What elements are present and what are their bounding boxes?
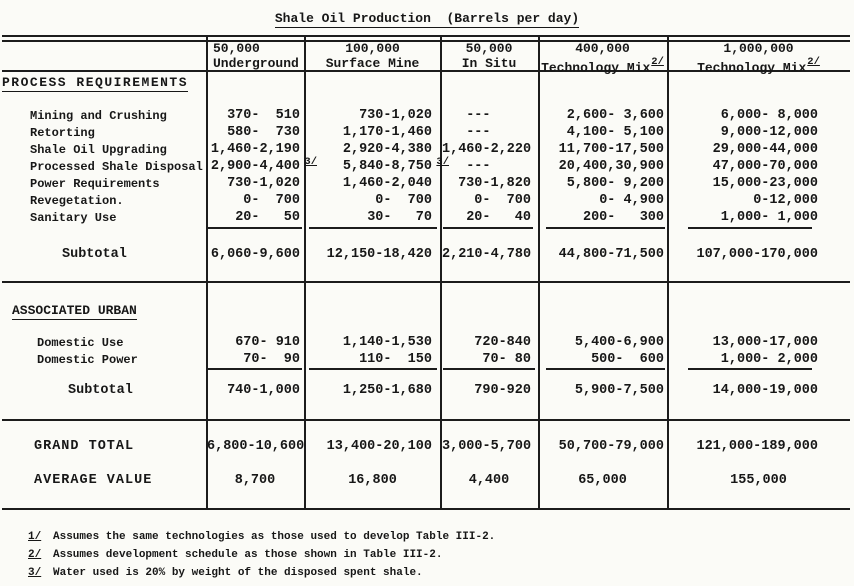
cell-value: 1,000- 2,000 — [720, 352, 818, 367]
cell-value: 0- 700 — [375, 193, 432, 208]
cell-value: 4,400 — [468, 473, 510, 488]
table-border-section-2 — [2, 419, 850, 421]
cell-value: 15,000-23,000 — [712, 176, 818, 191]
cell-value: 2,900-4,400 3/ — [210, 156, 317, 174]
table-row-power — [0, 177, 854, 194]
cell-value: 8,700 — [234, 473, 276, 488]
cell-value: 20- 50 — [235, 210, 300, 225]
footnote-ref-3: 3/ — [304, 156, 317, 168]
row-label: AVERAGE VALUE — [34, 473, 153, 488]
cell-value: 6,000- 8,000 — [720, 108, 818, 123]
column-header-capacity: 400,000 — [575, 41, 630, 56]
cell-value: 70- 80 — [482, 352, 531, 367]
footnote-text: Water used is 20% by weight of the disposed spent shale. — [53, 567, 423, 579]
cell-value: 730-1,020 — [359, 108, 432, 123]
sum-rule — [309, 227, 437, 229]
table-border-section-1 — [2, 281, 850, 283]
cell-value: 121,000-189,000 — [696, 439, 818, 454]
page-title-text: Shale Oil Production (Barrels per day) — [274, 11, 580, 26]
cell-value: 11,700-17,500 — [558, 142, 664, 157]
cell-value: 30- 70 — [367, 210, 432, 225]
cell-value: 790-920 — [474, 383, 531, 398]
table-row-revegetation — [0, 194, 854, 211]
footnote-text: Assumes the same technologies as those used to develop Table III-2. — [53, 531, 496, 543]
cell-value: 70- 90 — [243, 352, 300, 367]
footnote — [0, 549, 854, 565]
row-label: Domestic Use — [37, 336, 124, 350]
cell-value: 2,920-4,380 — [342, 142, 432, 157]
footnote-ref-2: 2/ — [651, 56, 664, 68]
row-label: Sanitary Use — [30, 211, 117, 225]
subtotal-row-urban — [0, 384, 854, 401]
footnote-marker: 2/ — [28, 549, 42, 561]
cell-value: 200- 300 — [582, 210, 664, 225]
column-header-method: Underground — [213, 56, 299, 71]
cell-value: 29,000-44,000 — [712, 142, 818, 157]
sum-rule — [688, 368, 812, 370]
cell-value: 670- 910 — [235, 335, 300, 350]
cell-value: 740-1,000 — [227, 383, 300, 398]
cell-value: 16,800 — [348, 473, 397, 488]
cell-value: 730-1,020 — [227, 176, 300, 191]
cell-value: 44,800-71,500 — [558, 247, 664, 262]
column-header-capacity: 50,000 — [465, 41, 513, 56]
table-row-mining — [0, 109, 854, 126]
cell-value: 20- 40 — [466, 210, 531, 225]
column-header-capacity: 1,000,000 — [723, 41, 794, 56]
sum-rule — [208, 227, 302, 229]
cell-value: 1,140-1,530 — [342, 335, 432, 350]
cell-value: 1,250-1,680 — [342, 383, 432, 398]
row-label: Mining and Crushing — [30, 109, 167, 123]
cell-value: 107,000-170,000 — [696, 247, 818, 262]
table-row-domestic-use — [0, 336, 854, 353]
footnote — [0, 567, 854, 583]
cell-value: --- — [466, 125, 531, 140]
sum-rule — [688, 227, 812, 229]
row-label: Retorting — [30, 126, 95, 140]
cell-value: 1,460-2,190 — [210, 142, 300, 157]
sum-rule — [443, 227, 533, 229]
cell-value: 500- 600 — [591, 352, 664, 367]
row-label: Shale Oil Upgrading — [30, 143, 167, 157]
cell-value: 155,000 — [730, 473, 787, 488]
row-label: Processed Shale Disposal — [30, 160, 203, 174]
cell-value: 730-1,820 — [458, 176, 531, 191]
row-label: GRAND TOTAL — [34, 439, 135, 454]
table-border-bottom — [2, 508, 850, 510]
cell-value: 9,000-12,000 — [720, 125, 818, 140]
cell-value: 20,400,30,900 — [558, 159, 664, 174]
table-row-upgrading — [0, 143, 854, 160]
average-value-row — [0, 474, 854, 491]
footnote-ref-2: 2/ — [807, 56, 820, 68]
row-label: Domestic Power — [37, 353, 138, 367]
cell-value: 6,060-9,600 — [210, 247, 300, 262]
row-label: Power Requirements — [30, 177, 160, 191]
cell-value: --- — [466, 108, 531, 123]
cell-value: 1,460-2,040 — [342, 176, 432, 191]
cell-value: 13,400-20,100 — [326, 439, 432, 454]
sum-rule — [208, 368, 302, 370]
cell-value: 5,800- 9,200 — [566, 176, 664, 191]
column-header-capacity: 100,000 — [345, 41, 400, 56]
cell-value: 110- 150 — [359, 352, 432, 367]
column-header-method: Technology Mix$^{2/}$ — [541, 56, 664, 76]
cell-value: 1,000- 1,000 — [720, 210, 818, 225]
table-row-retorting — [0, 126, 854, 143]
section-heading-urban: ASSOCIATED URBAN — [12, 303, 137, 318]
cell-value: 5,840-8,750 3/ — [342, 156, 449, 174]
sum-rule — [309, 368, 437, 370]
column-header-method: Surface Mine — [325, 56, 420, 71]
table-column-divider-2 — [304, 36, 306, 510]
grand-total-row — [0, 440, 854, 457]
table-column-divider-4 — [538, 36, 540, 510]
cell-value: 0- 4,900 — [599, 193, 664, 208]
footnote-marker: 3/ — [28, 567, 42, 579]
cell-value: 6,800-10,600 — [207, 439, 305, 454]
column-header-method: Technology Mix$^{2/}$ — [697, 56, 820, 76]
cell-value: 12,150-18,420 — [326, 247, 432, 262]
cell-value: 0- 700 — [474, 193, 531, 208]
cell-value: 3,000-5,700 — [442, 439, 532, 454]
table-column-divider-5 — [667, 36, 669, 510]
row-label: Subtotal — [62, 247, 127, 262]
footnote — [0, 531, 854, 547]
cell-value: 65,000 — [578, 473, 627, 488]
cell-value: 720-840 — [474, 335, 531, 350]
cell-value: 13,000-17,000 — [712, 335, 818, 350]
cell-value: --- — [466, 159, 531, 174]
column-header-method-row — [0, 57, 854, 74]
column-header-capacity: 50,000 — [213, 41, 260, 56]
sum-rule — [546, 227, 665, 229]
cell-value: 5,400-6,900 — [574, 335, 664, 350]
row-label: Revegetation. — [30, 194, 124, 208]
cell-value: 370- 510 — [227, 108, 300, 123]
footnote-ref-3: 3/ — [436, 156, 449, 168]
column-header-method: In Situ — [461, 56, 517, 71]
cell-value: 4,100- 5,100 — [566, 125, 664, 140]
row-label: Subtotal — [68, 383, 133, 398]
cell-value: 47,000-70,000 — [712, 159, 818, 174]
section-heading-process: PROCESS REQUIREMENTS — [2, 75, 189, 90]
cell-value: 50,700-79,000 — [558, 439, 664, 454]
cell-value: 5,900-7,500 — [574, 383, 664, 398]
cell-value: 2,600- 3,600 — [566, 108, 664, 123]
footnote-marker: 1/ — [28, 531, 42, 543]
cell-value: 2,210-4,780 — [442, 247, 532, 262]
footnote-text: Assumes development schedule as those shown in Table III-2. — [53, 549, 443, 561]
cell-value: 0-12,000 — [753, 193, 818, 208]
cell-value: 1,170-1,460 — [342, 125, 432, 140]
table-row-disposal — [0, 156, 854, 177]
cell-value: 14,000-19,000 — [712, 383, 818, 398]
sum-rule — [546, 368, 665, 370]
page-title — [0, 9, 854, 28]
table-border-top-1 — [2, 35, 850, 37]
subtotal-row-process — [0, 248, 854, 265]
cell-value: 580- 730 — [227, 125, 300, 140]
table-row-sanitary — [0, 211, 854, 228]
sum-rule — [443, 368, 535, 370]
cell-value: 1,460-2,220 — [442, 142, 532, 157]
cell-value: 0- 700 — [243, 193, 300, 208]
